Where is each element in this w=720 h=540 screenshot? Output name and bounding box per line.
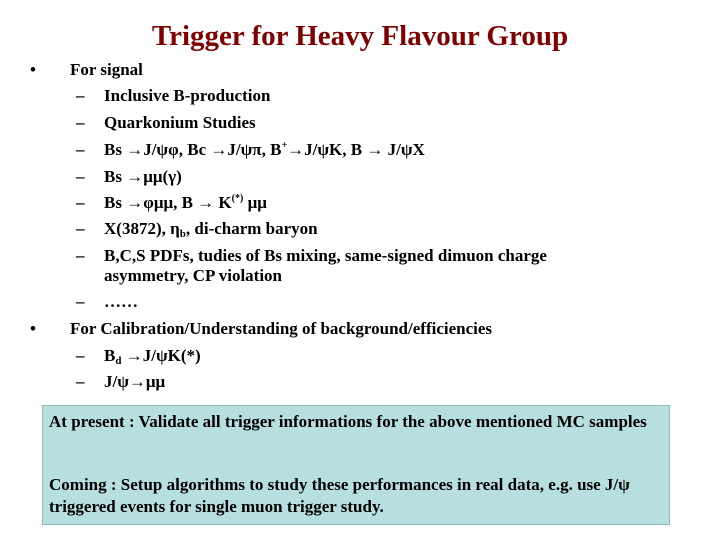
note-present: At present : Validate all trigger informations for the above mentioned MC samples bbox=[49, 412, 647, 431]
item-inclusive: Inclusive B-production bbox=[104, 86, 271, 105]
item-bs-mumu: Bs →μμ(γ) bbox=[104, 167, 182, 186]
note-coming: Coming : Setup algorithms to study these performances in real data, e.g. use J/ψ triggered events for single muon trigger study. bbox=[49, 475, 630, 516]
item-bd: $B_d \to J/\psi K(*)$ bbox=[104, 346, 201, 367]
dash-glyph: – bbox=[76, 167, 85, 186]
item-x3872: X(3872), $\eta_b$, di-charm baryon bbox=[104, 219, 318, 240]
dash-glyph: – bbox=[76, 246, 85, 265]
dash-glyph: – bbox=[76, 372, 85, 391]
dash-glyph: – bbox=[76, 346, 85, 365]
item-pdfs-line2: asymmetry, CP violation bbox=[104, 266, 283, 285]
dash-glyph: – bbox=[76, 193, 85, 212]
dash-glyph: – bbox=[76, 86, 85, 105]
bullet-glyph: • bbox=[30, 60, 36, 79]
item-pdfs-line1: B,C,S PDFs, tudies of Bs mixing, same-signed dimuon charge bbox=[104, 246, 547, 265]
item-quarkonium: Quarkonium Studies bbox=[104, 113, 256, 132]
item-ellipsis: …… bbox=[104, 292, 138, 311]
dash-glyph: – bbox=[76, 140, 85, 159]
item-bs-jpsi: Bs →J/ψφ, Bc →J/ψπ, B+→J/ψK, B → J/ψX bbox=[104, 140, 425, 159]
calibration-heading: For Calibration/Understanding of background/efficiencies bbox=[70, 319, 493, 338]
item-jpsi-mumu: J/ψ→μμ bbox=[104, 372, 166, 391]
item-bs-phimumu: Bs →φμμ, B → K(*) μμ bbox=[104, 193, 267, 212]
dash-glyph: – bbox=[76, 219, 85, 238]
dash-glyph: – bbox=[76, 292, 85, 311]
dash-glyph: – bbox=[76, 113, 85, 132]
page-title: Trigger for Heavy Flavour Group bbox=[151, 20, 569, 52]
bullet-glyph: • bbox=[30, 319, 36, 338]
signal-heading: For signal bbox=[70, 60, 143, 79]
note-box bbox=[42, 405, 670, 525]
